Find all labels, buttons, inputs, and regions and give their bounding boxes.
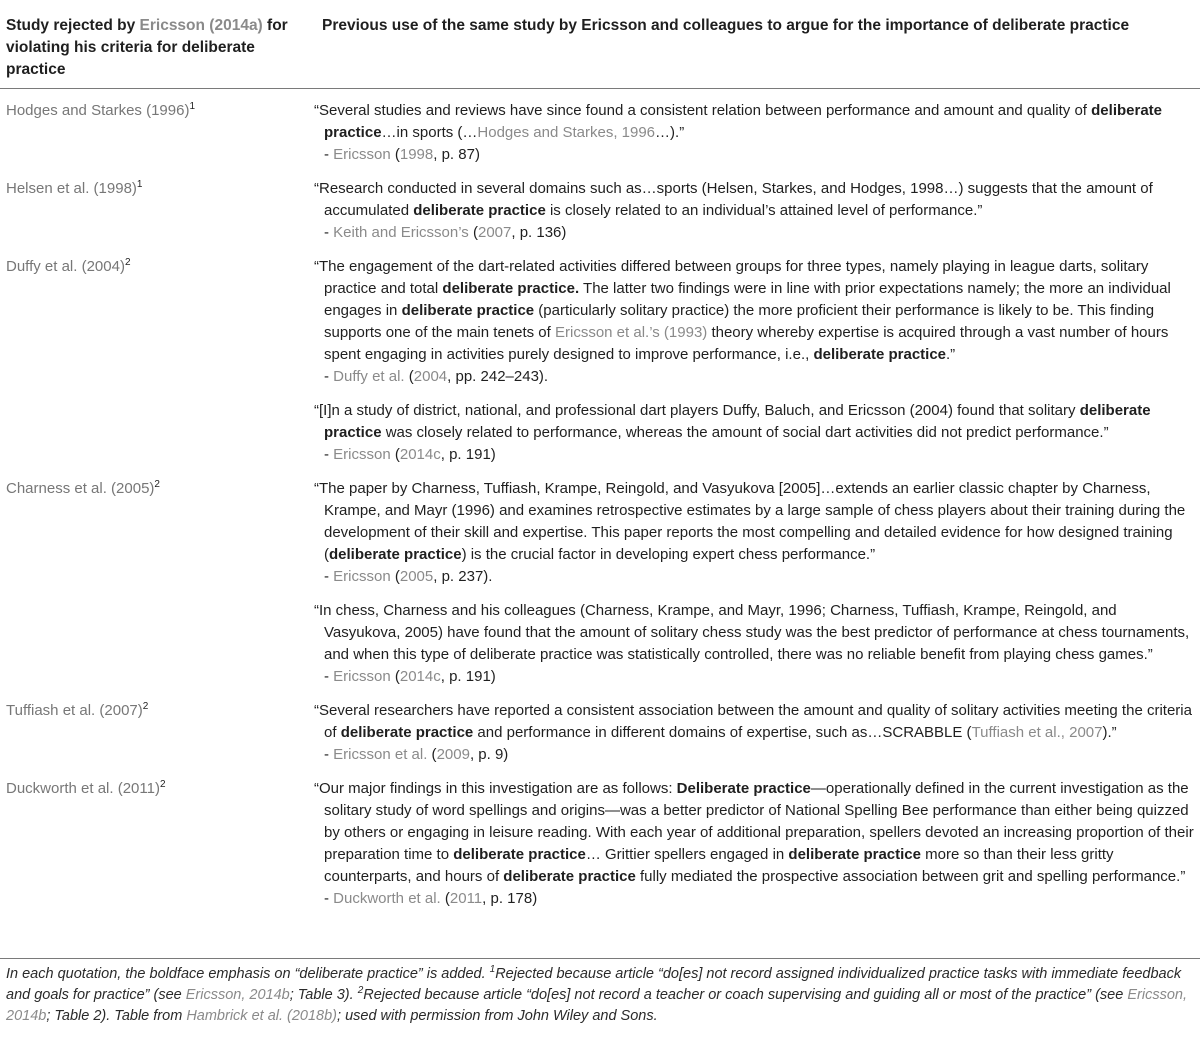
study-name <box>6 178 306 200</box>
table-footnote <box>6 964 1194 1027</box>
quote-text: and performance in different domains of expertise, such as…SCRABBLE ( <box>473 724 972 741</box>
quote-list <box>314 94 1194 172</box>
quote-text: The latter two findings were in line with prior expectations namely; the more an individual engages in <box>324 280 1171 319</box>
citation-text: - <box>324 368 334 385</box>
citation-reference-link[interactable]: Ericsson <box>333 568 391 585</box>
quote-text: “Our major findings in this investigation are as follows: <box>314 780 677 797</box>
study-footnote-marker: 2 <box>142 701 149 712</box>
citation-text: , p. 9) <box>469 746 509 763</box>
study-footnote-marker: 2 <box>159 779 166 790</box>
quote-text: “Several studies and reviews have since found a consistent relation between performance and amount and quality of <box>314 102 1092 119</box>
quote-text <box>314 178 1194 222</box>
citation-reference-link[interactable]: Keith and Ericsson’s <box>333 224 469 241</box>
citation-text: - <box>324 668 334 685</box>
footnote-superscript: 1 <box>489 964 496 976</box>
study-footnote-marker: 2 <box>154 479 160 490</box>
citation-reference-link[interactable]: Ericsson <box>333 146 391 163</box>
citation-reference-link[interactable]: 2011 <box>449 890 483 907</box>
citation-text: ( <box>427 746 437 763</box>
citation-text: ( <box>390 146 400 163</box>
citation-reference-link[interactable]: 2005 <box>399 568 434 585</box>
citation-reference-link[interactable]: 2014c <box>399 446 441 463</box>
quote-emphasis: deliberate practice <box>329 546 462 563</box>
footnote-text: ; Table 2). Table from <box>46 1008 187 1024</box>
quote-citation <box>324 566 1194 588</box>
quote-text: “In chess, Charness and his colleagues (Charness, Krampe, and Mayr, 1996; Charness, Tuffiash, Krampe, Reingold, and Vasyukova, 2005) have found that the amount of solitary chess study was the best predictor of performance at chess tournaments, and when this type of deliberate practice was statistically controlled, there was no reliable benefit from playing chess games.” <box>314 602 1190 663</box>
citation-text: ( <box>390 446 400 463</box>
quote-text <box>314 478 1194 566</box>
citation-text: - <box>324 224 334 241</box>
table-bottom-rule <box>0 958 1200 959</box>
study-name-text[interactable]: Charness et al. (2005) <box>6 480 155 497</box>
quote-text <box>314 400 1194 444</box>
quote-emphasis: deliberate practice <box>324 102 1163 141</box>
citation-text: - <box>324 746 334 763</box>
header-col1-text-end: for violating his criteria for deliberate practice <box>6 17 288 78</box>
study-name <box>6 100 306 122</box>
study-name-text[interactable]: Helsen et al. (1998) <box>6 180 137 197</box>
citation-text: ( <box>440 890 450 907</box>
citation-reference-link[interactable]: 2004 <box>413 368 448 385</box>
quote-list <box>314 472 1194 694</box>
quote-text: fully mediated the prospective association between grit and spelling performance.” <box>635 868 1186 885</box>
quote-text: theory whereby expertise is acquired through a vast number of hours spent engaging in activities purely designed to improve performance, i.e., <box>324 324 1169 363</box>
citation-text: , pp. 242–243). <box>447 368 549 385</box>
quote-citation <box>324 666 1194 688</box>
quote-text: “The paper by Charness, Tuffiash, Krampe, Reingold, and Vasyukova [2005]…extends an earlier classic chapter by Charness, Krampe, and Mayr (1996) and examines retrospective estimates by a large sample of chess players about their training during the development of their skill and expertise. This paper reports the most compelling and detailed evidence for how designed training ( <box>314 480 1186 563</box>
quote-text: …in sports (… <box>381 124 478 141</box>
footnote-superscript: 2 <box>357 985 364 997</box>
footnote-reference-link[interactable]: Hambrick et al. (2018b) <box>186 1008 338 1024</box>
quote-text: “The engagement of the dart-related activities differed between groups for three types, namely playing in league darts, solitary practice and total <box>314 258 1149 297</box>
quote-text <box>314 600 1194 666</box>
header-rule <box>0 88 1200 89</box>
quote-text <box>314 100 1194 144</box>
quote-block <box>314 694 1194 772</box>
study-footnote-marker: 1 <box>189 101 196 112</box>
study-name <box>6 778 306 800</box>
quote-text: more so than their less gritty counterparts, and hours of <box>324 846 1114 885</box>
citation-reference-link[interactable]: Duffy et al. <box>333 368 405 385</box>
quote-citation <box>324 444 1194 466</box>
quote-emphasis: deliberate practice <box>401 302 535 319</box>
quote-text: .” <box>946 346 956 363</box>
quote-emphasis: deliberate practice <box>503 868 636 885</box>
citation-text: , p. 191) <box>440 668 496 685</box>
quote-emphasis: deliberate practice <box>813 346 947 363</box>
quote-text: ) is the crucial factor in developing expert chess performance.” <box>461 546 876 563</box>
quote-text: “[I]n a study of district, national, and professional dart players Duffy, Baluch, and Ericsson (2004) found that solitary <box>314 402 1080 419</box>
footnote-text: Rejected because article “do[es] not record assigned individualized practice tasks with immediate feedback and goals for practice” (see <box>6 966 1182 1003</box>
quote-list <box>314 772 1194 916</box>
quote-text <box>314 700 1194 744</box>
quote-text <box>314 778 1194 888</box>
quote-list <box>314 172 1194 250</box>
citation-text: , p. 87) <box>433 146 480 163</box>
table-row <box>0 472 1200 694</box>
quote-reference-link[interactable]: Ericsson et al.’s (1993) <box>554 324 708 341</box>
quote-text: …).” <box>655 124 685 141</box>
citation-text: , p. 136) <box>511 224 567 241</box>
citation-text: ( <box>404 368 414 385</box>
citation-reference-link[interactable]: 2009 <box>436 746 470 763</box>
table-row <box>0 250 1200 472</box>
quote-text <box>314 256 1194 366</box>
quote-citation <box>324 222 1194 244</box>
citation-reference-link[interactable]: Ericsson et al. <box>333 746 428 763</box>
quote-citation <box>324 144 1194 166</box>
quote-block <box>314 250 1194 394</box>
header-col1-text: Study rejected by <box>6 17 140 34</box>
table-header <box>0 0 1200 86</box>
quote-text: —operationally defined in the current investigation as the solitary study of word spellings and origins—was a better predictor of National Spelling Bee performance than either being quizzed by others or engaging in leisure reading. With each year of additional preparation, spellers devoted an increasing proportion of their preparation time to <box>324 780 1194 863</box>
citation-reference-link[interactable]: Duckworth et al. <box>333 890 441 907</box>
footnote-reference-link[interactable]: Ericsson, 2014b <box>6 987 1187 1024</box>
quote-block <box>314 594 1194 694</box>
footnote-text: ; used with permission from John Wiley and Sons. <box>337 1008 658 1024</box>
quote-citation <box>324 744 1194 766</box>
citation-text: - <box>324 568 334 585</box>
quote-block <box>314 394 1194 472</box>
quote-reference-link[interactable]: Tuffiash et al., 2007 <box>971 724 1103 741</box>
quote-emphasis: deliberate practice <box>453 846 586 863</box>
quote-block <box>314 472 1194 594</box>
study-name-text[interactable]: Duckworth et al. (2011) <box>6 780 160 797</box>
citation-reference-link[interactable]: 1998 <box>399 146 434 163</box>
quote-text: is closely related to an individual’s attained level of performance.” <box>545 202 983 219</box>
citation-text: ( <box>390 568 400 585</box>
citation-text: , p. 191) <box>440 446 496 463</box>
quote-text: ).” <box>1102 724 1117 741</box>
footnote-text: ; Table 3). <box>289 987 358 1003</box>
quote-text: (particularly solitary practice) the more proficient their performance is likely to be. This finding supports one of the main tenets of <box>324 302 1155 341</box>
study-footnote-marker: 2 <box>124 257 131 268</box>
study-name <box>6 478 306 500</box>
quote-emphasis: deliberate practice. <box>442 280 580 297</box>
citation-text: - <box>324 146 334 163</box>
quote-block <box>314 94 1194 172</box>
table-body <box>0 94 1200 916</box>
citation-text: , p. 237). <box>433 568 493 585</box>
quote-reference-link[interactable]: Hodges and Starkes, 1996 <box>477 124 656 141</box>
footnote-text: In each quotation, the boldface emphasis on “deliberate practice” is added. <box>6 966 490 982</box>
study-name-text[interactable]: Tuffiash et al. (2007) <box>6 702 143 719</box>
table-row <box>0 694 1200 772</box>
quote-citation <box>324 888 1194 910</box>
study-name-text[interactable]: Hodges and Starkes (1996) <box>6 102 190 119</box>
table-row <box>0 94 1200 172</box>
citation-text: ( <box>468 224 478 241</box>
citation-reference-link[interactable]: Ericsson <box>333 668 391 685</box>
table-row <box>0 172 1200 250</box>
quote-emphasis: Deliberate practice <box>676 780 811 797</box>
quote-block <box>314 772 1194 916</box>
quote-list <box>314 250 1194 472</box>
quote-text: “Several researchers have reported a consistent association between the amount and quality of solitary activities meeting the criteria of <box>314 702 1192 741</box>
table-row <box>0 772 1200 916</box>
citation-text: - <box>324 890 334 907</box>
citation-reference-link[interactable]: 2014c <box>399 668 441 685</box>
study-name-text[interactable]: Duffy et al. (2004) <box>6 258 125 275</box>
quote-block <box>314 172 1194 250</box>
footnote-reference-link[interactable]: Ericsson, 2014b <box>185 987 290 1003</box>
quote-emphasis: deliberate practice <box>413 202 546 219</box>
quote-emphasis: deliberate practice <box>324 402 1151 441</box>
citation-text: , p. 178) <box>482 890 538 907</box>
quote-emphasis: deliberate practice <box>788 846 921 863</box>
quote-list <box>314 694 1194 772</box>
citation-reference-link[interactable]: 2007 <box>477 224 512 241</box>
quote-citation <box>324 366 1194 388</box>
header-col-rejected-study <box>6 15 306 81</box>
quote-text: … Grittier spellers engaged in <box>585 846 789 863</box>
footnote-text: Rejected because article “do[es] not record a teacher or coach supervising and guiding all or most of the practice” (see <box>363 987 1128 1003</box>
citation-text: - <box>324 446 334 463</box>
header-col1-link[interactable]: Ericsson (2014a) <box>139 17 263 34</box>
quote-text: “Research conducted in several domains such as…sports (Helsen, Starkes, and Hodges, 1998…) suggests that the amount of accumulated <box>314 180 1153 219</box>
study-name <box>6 256 306 278</box>
quote-emphasis: deliberate practice <box>340 724 474 741</box>
citation-text: ( <box>390 668 400 685</box>
header-col-previous-use: Previous use of the same study by Ericsson and colleagues to argue for the importance of deliberate practice <box>322 17 1130 34</box>
quote-text: was closely related to performance, whereas the amount of social dart activities did not predict performance.” <box>381 424 1109 441</box>
study-name <box>6 700 306 722</box>
citation-reference-link[interactable]: Ericsson <box>333 446 391 463</box>
study-footnote-marker: 1 <box>136 179 143 190</box>
